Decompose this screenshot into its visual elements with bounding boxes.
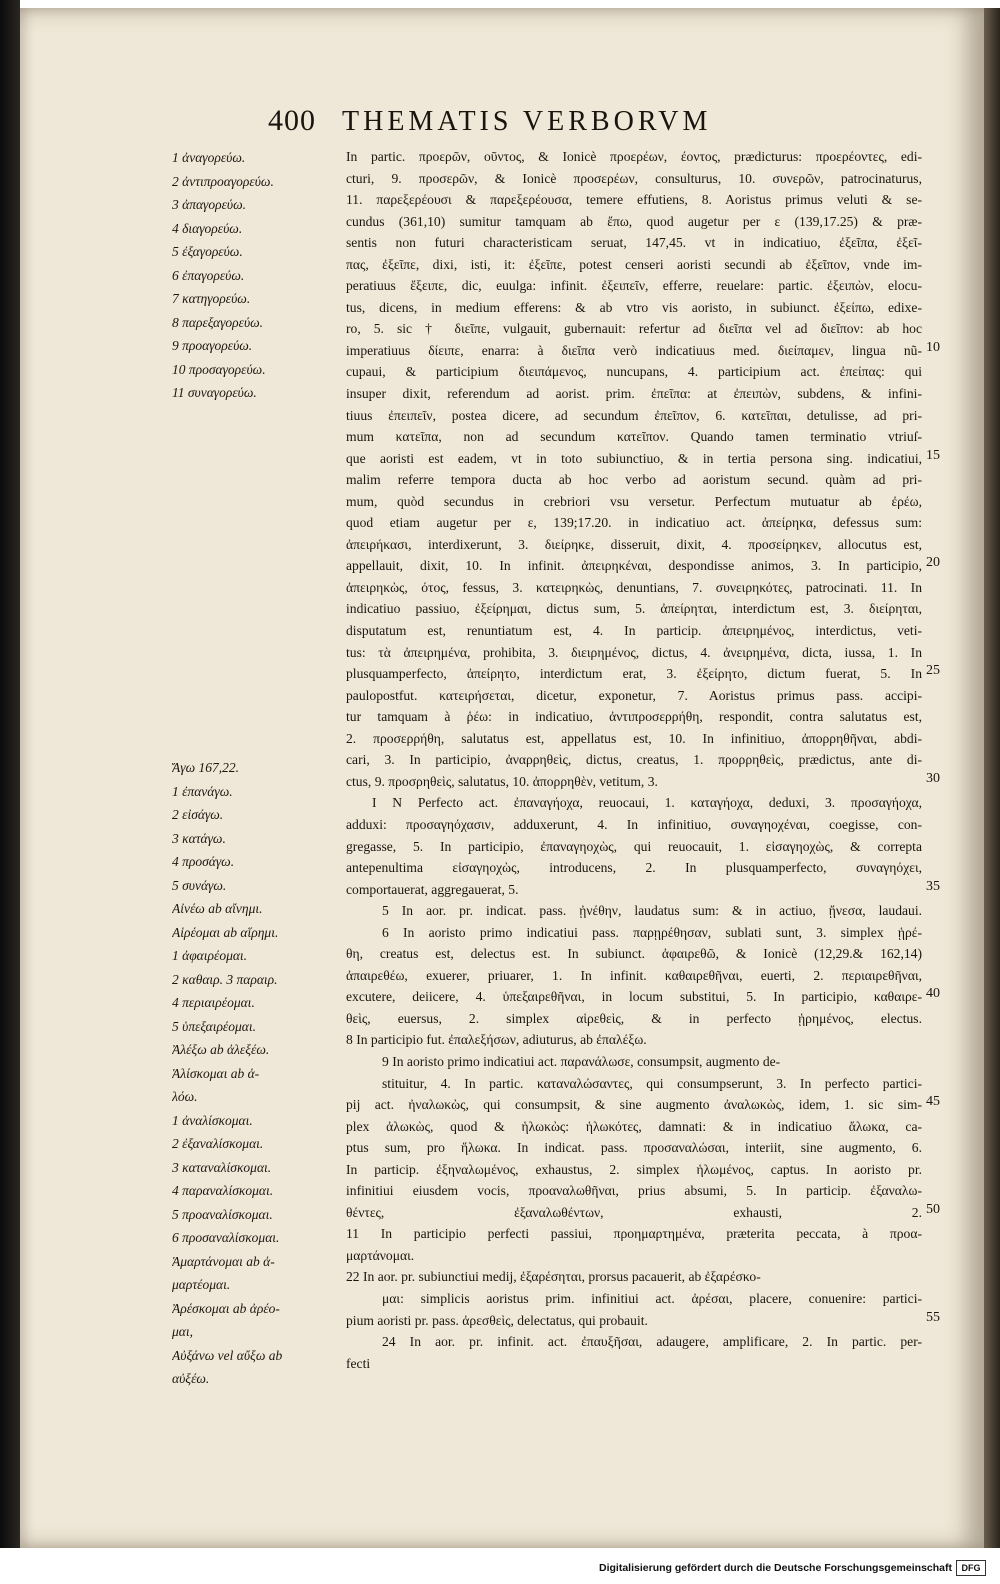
margin-note: 2 ἐξαναλίσκομαι. [172,1136,264,1151]
text-line: 22 In aor. pr. subiunctiui medij, ἐξαρέσηται, prorsus pacauerit, ab ἐξαρέσκο- [346,1269,761,1285]
text-line: ro, 5. sic † διεῖπε, vulgauit, gubernauit: refertur ad διεῖπα vel ad διεῖπον: ab hoc [346,321,922,337]
text-line: cundus (361,10) sumitur tamquam ab ἔπω, quod augetur per ε (139,17.25) & præ- [346,213,922,229]
text-line: 2. προσερρήθη, salutatus est, appellatus est, 10. In infinitiuo, ἀπορρηθῆναι, abdi- [346,730,922,746]
margin-note: 3 κατάγω. [172,830,226,846]
line-number: 25 [926,663,940,679]
text-line: tus, dicens, in medium efferens: & ab vtro vis aoristo, in subiunct. ἐξείπω, edixe- [346,299,922,315]
margin-notes-bottom [172,756,340,1391]
line-number: 30 [926,770,940,786]
text-line: In particip. ἐξηναλωμένος, exhaustus, 2. simplex ἡλωμένος, captus. In aoristo pr. [346,1161,922,1177]
margin-note: Ἀρέσκομαι ab ἀρέο- [172,1300,280,1316]
margin-note: 5 προαναλίσκομαι. [172,1206,273,1222]
margin-note: 5 ἐξαγορεύω. [172,244,243,259]
margin-note: 2 ἀντιπροαγορεύω. [172,173,274,189]
text-line: tur tamquam à ῥέω: in indicatiuo, ἀντιπροσερρήθη, respondit, contra salutatus est, [346,709,922,725]
text-line: cari, 3. In participio, ἀναρρηθεὶς, dictus, creatus, 1. προρρηθεὶς, prædictus, ante di- [346,752,922,768]
margin-note: Ἀλέξω ab ἀλεξέω. [172,1042,270,1057]
line-number: 40 [926,986,940,1002]
margin-note: 8 παρεξαγορεύω. [172,314,264,330]
margin-note: Ἁμαρτάνομαι ab ἁ- [172,1253,275,1269]
text-line: plex ἀλωκὼς, quod & ἡλωκὼς: ἡλωκότες, damnati: & in indicatiuo ἄλωκα, ca- [346,1118,922,1134]
text-line: tiuus ἐπειπεῖν, postea dicere, ad secundum ἐπεῖπον, 6. κατεῖπαι, detulisse, ad pri- [346,407,922,423]
margin-note: μαι, [172,1324,193,1339]
text-line: disputatum est, renuntiatum est, 4. In particip. ἀπειρημένος, interdictus, veti- [346,623,922,639]
margin-note: 1 ἀναλίσκομαι. [172,1112,253,1128]
running-head [268,104,878,144]
text-line: μαι: simplicis aoristus prim. infinitiui act. ἀρέσαι, placere, conuenire: partici- [382,1290,922,1306]
margin-note: 4 παραναλίσκομαι. [172,1183,274,1198]
margin-note: 1 ἐπανάγω. [172,783,233,799]
text-line: 24 In aor. pr. infinit. act. ἐπαυξῆσαι, adaugere, amplificare, 2. In partic. per- [382,1334,922,1350]
text-line: cupaui, & participium διειπάμενος, nuncupans, 4. participium act. ἐπείπας: qui [346,364,922,380]
text-line: excutere, deiicere, 4. ὑπεξαιρεθῆναι, in locum substitui, 5. In participio, καθαιρε- [346,989,922,1005]
margin-note: 3 καταναλίσκομαι. [172,1159,272,1175]
text-line: peratiuus ἔξειπε, dic, euulga: infinit. ἐξειπεῖν, efferre, reuelare: partic. ἐξειπὼν, elocu- [346,278,922,294]
text-line: indicatiuo passiuo, ἐξείρημαι, dictus sum, 5. ἀπείρηται, interdictum est, 3. διείρηται, [346,601,922,617]
margin-note: 3 ἀπαγορεύω. [172,197,247,212]
text-line: adduxi: προσαγηόχασιν, adduxerunt, 4. In infinitiuo, συναγηοχέναι, coegisse, con- [346,816,922,832]
text-line: 11. παρεξερέουσι & παρεξερέουσα, temere effutiens, 8. Aoristus primus veluti & se- [346,192,922,208]
text-line: stituitur, 4. In partic. καταναλώσαντες, qui consumpserunt, 3. In perfecto partici- [382,1075,922,1091]
margin-note: 5 ὑπεξαιρέομαι. [172,1018,256,1034]
margin-note: 11 συναγορεύω. [172,385,257,400]
margin-note: 5 συνάγω. [172,877,227,893]
line-number: 50 [926,1201,940,1217]
line-number: 10 [926,339,940,355]
text-line: mum κατεῖπα, non ad secundum κατεῖπον. Quando tamen terminatio vtriuſ- [346,429,922,445]
margin-note: Ἁλίσκομαι ab ἁ- [172,1065,260,1081]
text-line: infinitiui eiusdem vocis, προαναλωθῆναι, prius absumi, 5. In particip. ἐξαναλω- [346,1183,922,1199]
text-line: pium aoristi pr. pass. ἀρεσθεὶς, delectatus, qui probauit. [346,1312,648,1328]
text-line: pij act. ἠναλωκὼς, qui consumpsit, & sine augmento ἀναλωκὼς, idem, 1. sic sim- [346,1097,922,1113]
line-number: 20 [926,555,940,571]
line-number: 15 [926,447,940,463]
running-title: THEMATIS VERBORVM [342,106,712,137]
text-line: πας, ἐξεῖπε, dixi, isti, it: ἐξεῖπε, potest censeri aoristi secundi ab ἐξεῖπον, vnde im- [346,256,922,272]
margin-note: 7 κατηγορεύω. [172,291,251,306]
text-line: que aoristi est eadem, vt in toto subiunctiuo, & in tertia persona sing. indicatiui, [346,450,922,466]
text-line: 9 In aoristo primo indicatiui act. παρανάλωσε, consumpsit, augmento de- [382,1053,781,1069]
text-line: θεὶς, euersus, 2. simplex αἱρεθεὶς, & in perfecto ᾑρημένος, electus. [346,1010,922,1026]
margin-note: 1 ἀναγορεύω. [172,150,246,165]
line-number: 35 [926,878,940,894]
margin-note: αὐξέω. [172,1371,210,1386]
text-line: θη, creatus est, delectus est. In subiunct. ἀφαιρεθῶ, & Ionicè (12,29.& 162,14) [346,946,922,962]
text-line: insuper dixit, referendum ad aorist. prim. ἐπεῖπα: at ἐπειπὼν, subdens, & infini- [346,386,922,402]
book-spine-edge [984,8,1000,1548]
margin-note: Αἱρέομαι ab αἵρημι. [172,924,279,940]
margin-note: λόω. [172,1089,198,1104]
text-line: ptus sum, pro ἥλωκα. In indicat. pass. προσαναλώσαι, interiit, sine augmento, 6. [346,1140,922,1156]
text-line: appellauit, dixit, 10. In infinit. ἀπειρηκέναι, despondisse animos, 3. In participio, [346,558,922,574]
text-line: ἀπειρήκασι, interdixerunt, 3. διείρηκε, disseruit, dixit, 4. προσείρηκεν, allocutus est, [346,536,922,552]
margin-notes-top [172,146,340,405]
text-line: quod etiam augetur per ε, 139;17.20. in indicatiuo act. ἀπείρηκα, defessus sum: [346,515,922,531]
text-line: fecti [346,1355,371,1371]
main-text-column [346,146,922,1374]
text-line: ctus, 9. προσρηθεὶς, salutatus, 10. ἀπορρηθὲν, vetitum, 3. [346,773,658,789]
text-line: 6 In aoristo primo indicatiui pass. παρῃρέθησαν, sublati sunt, 3. simplex ᾑρέ- [382,924,922,940]
text-line: 11 In participio perfecti passiui, προημαρτημένα, præterita peccata, à προα- [346,1226,922,1242]
footer-bar [0,1548,1000,1584]
text-line: gregasse, 5. In participio, ἐπαναγηοχὼς, qui reuocauit, 1. εἰσαγηοχὼς, & correpta [346,838,922,854]
page-number: 400 [268,104,316,137]
margin-note: 4 περιαιρέομαι. [172,995,255,1010]
text-line: ἀπαιρεθέω, exuerer, priuarer, 1. In infinit. καθαιρεθῆναι, euerti, 2. περιαιρεθῆναι, [346,967,922,983]
text-line: imperatiuus δίειπε, enarra: à διεῖπα verò indicatiuus med. διείπαμεν, lingua nũ- [346,342,922,358]
text-line: μαρτάνομαι. [346,1247,415,1263]
funding-credit: Digitalisierung gefördert durch die Deutsche Forschungsgemeinschaft [599,1562,952,1574]
text-line: mum, quòd secundus in crebriori vsu versetur. Perfectum mutuatur ab ἐρέω, [346,493,922,509]
text-line: 5 In aor. pr. indicat. pass. ᾐνέθην, laudatus sum: & in actiuo, ᾔνεσα, laudaui. [382,903,922,919]
text-line: ἀπειρηκὼς, ότος, fessus, 3. κατειρηκὼς, denuntians, 7. συνειρηκότες, patrocinati. 11. In [346,579,922,595]
dfg-logo-icon: DFG [956,1560,986,1576]
margin-note: 2 καθαιρ. 3 παραιρ. [172,971,278,987]
text-line: comportauerat, aggregauerat, 5. [346,881,519,897]
margin-note: 9 προαγορεύω. [172,338,253,353]
margin-note: 2 εἰσάγω. [172,807,224,822]
margin-note: μαρτέομαι. [172,1277,231,1292]
line-number: 45 [926,1094,940,1110]
margin-note: 4 διαγορεύω. [172,220,243,236]
margin-note: 4 προσάγω. [172,854,235,869]
margin-note: Αἰνέω ab αἴνημι. [172,901,263,916]
text-line: I N Perfecto act. ἐπαναγήοχα, reuocaui, 1. καταγήοχα, deduxi, 3. προσαγήοχα, [372,795,922,811]
text-line: tus: τὰ ἀπειρημένα, prohibita, 3. διειρημένος, dictus, 4. ἀνειρημένα, dicta, iussa, 1. In [346,644,922,660]
margin-note: Ἄγω 167,22. [172,760,239,775]
text-line: paulopostfut. κατειρήσεται, dicetur, exponetur, 7. Aoristus primus pass. accipi- [346,687,922,703]
margin-note: 6 ἐπαγορεύω. [172,267,245,283]
text-line: 8 In participio fut. ἐπαλεξήσων, adiuturus, ab ἐπαλέξω. [346,1032,647,1048]
margin-note: 6 προσαναλίσκομαι. [172,1230,280,1245]
text-line: sentis non futuri characteristicam seruat, 147,45. vt in indicatiuo, ἐξεῖπα, ἐξεῖ- [346,235,922,251]
text-line: In partic. προερῶν, οῦντος, & Ionicè προερέων, έοντος, prædicturus: προερέοντες, edi- [346,149,922,164]
margin-note: 10 προσαγορεύω. [172,361,266,377]
margin-note: Αὐξάνω vel αὔξω ab [172,1347,283,1363]
text-line: θέντες, ἐξαναλωθέντων, exhausti, 2. [346,1204,922,1220]
text-line: malim referre tempora ducta ab hoc verbo ad aoristum secund. quàm ad pri- [346,472,922,488]
text-line: cturi, 9. προσερῶν, & Ionicè προσερέων, consulturus, 10. συνερῶν, patrocinaturus, [346,170,922,186]
text-line: antepenultima εἰσαγηοχὼς, introducens, 2. In plusquamperfecto, συναγηόχει, [346,860,922,876]
line-number: 55 [926,1309,940,1325]
scanner-background-left [0,0,20,1584]
margin-note: 1 ἀφαιρέομαι. [172,948,248,963]
text-line: plusquamperfecto, ἀπείρητο, interdictum erat, 3. ἐξείρητο, dictum fuerat, 5. In [346,666,922,682]
